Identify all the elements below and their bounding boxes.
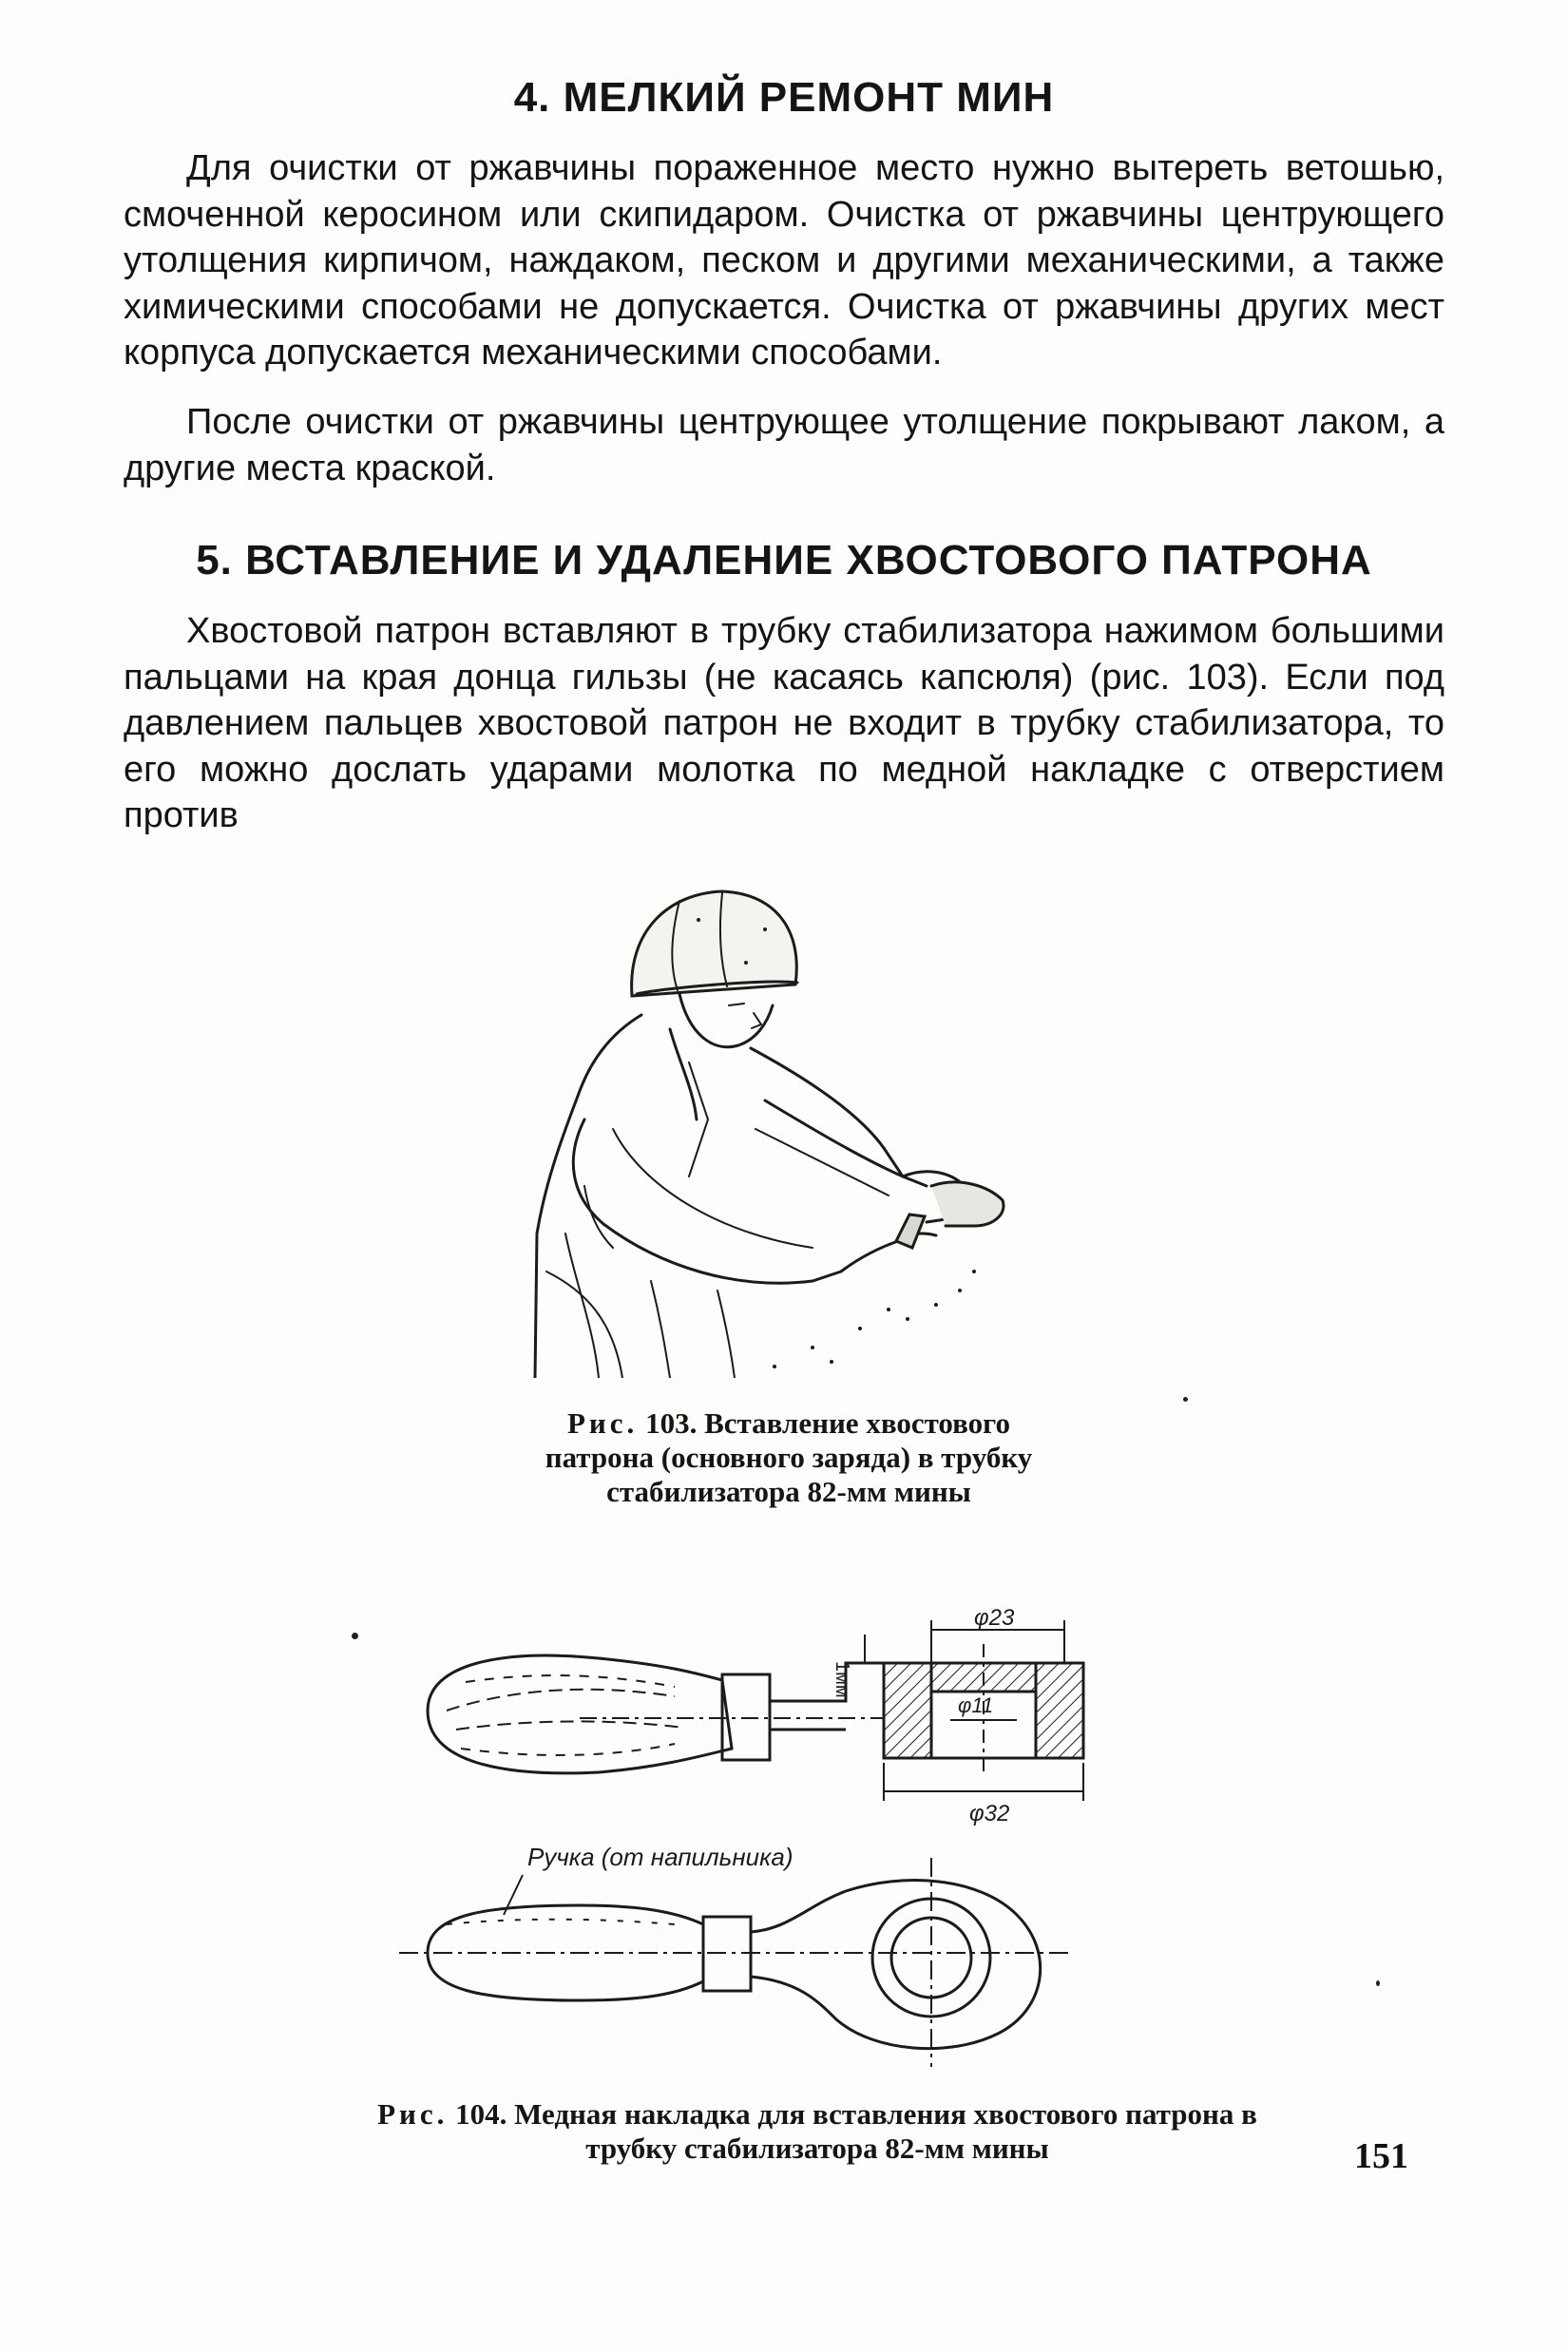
figure-104-caption	[352, 2097, 1283, 2166]
dim-d11-label: φ11	[958, 1693, 994, 1717]
handle-top-view	[390, 1839, 1226, 2086]
figure-104-caption-text: 104. Медная накладка для вставления хвостового патрона в трубку стабилизатора 82-мм мины	[455, 2097, 1257, 2165]
section-4-paragraph-2: После очистки от ржавчины центрующее утолщение покрывают лаком, а другие места краской.	[124, 402, 1444, 488]
print-speck	[1376, 1980, 1380, 1986]
figure-104-caption-lead: Рис.	[377, 2097, 449, 2131]
figure-103-caption	[532, 1406, 1045, 1509]
print-speck	[352, 1633, 358, 1639]
page-number: 151	[1354, 2136, 1408, 2176]
figure-103-caption-lead: Рис.	[567, 1406, 639, 1440]
soldier-illustration	[527, 872, 1012, 1378]
dim-d23-label: φ23	[974, 1606, 1015, 1631]
section-5-paragraph-1: Хвостовой патрон вставляют в трубку стабилизатора нажимом большими пальцами на края донца гильзы (не касаясь капсюля) (рис. 103). Если под давлением пальцев хвостовой патрон не входит в трубку стабилизатора, то его можно дослать ударами молотка по медной накладке с отверстием против	[124, 611, 1444, 835]
section-5-heading: 5. ВСТАВЛЕНИЕ И УДАЛЕНИЕ ХВОСТОВОГО ПАТРОНА	[196, 537, 1372, 583]
dim-1mm-label: 1мм	[832, 1661, 852, 1698]
handle-label: Ручка (от напильника)	[527, 1843, 794, 1871]
figure-103-illustration	[527, 872, 1012, 1378]
print-speck	[1183, 1397, 1188, 1402]
figure-104-top-view	[390, 1839, 1226, 2086]
section-4-paragraph-1: Для очистки от ржавчины пораженное место нужно вытереть ветошью, смоченной керосином или скипидаром. Очистка от ржавчины центрующего утолщения кирпичом, наждаком, песком и другими механическими, а также химическими способами не допускается. Очистка от ржавчины других мест корпуса допускается механическими способами.	[124, 148, 1444, 373]
dim-d32-label: φ32	[969, 1801, 1010, 1826]
figure-103-caption-text: 103. Вставление хвостового патрона (основного заряда) в трубку стабилизатора 82-мм мины	[545, 1406, 1033, 1508]
section-4-heading: 4. МЕЛКИЙ РЕМОНТ МИН	[513, 74, 1055, 121]
